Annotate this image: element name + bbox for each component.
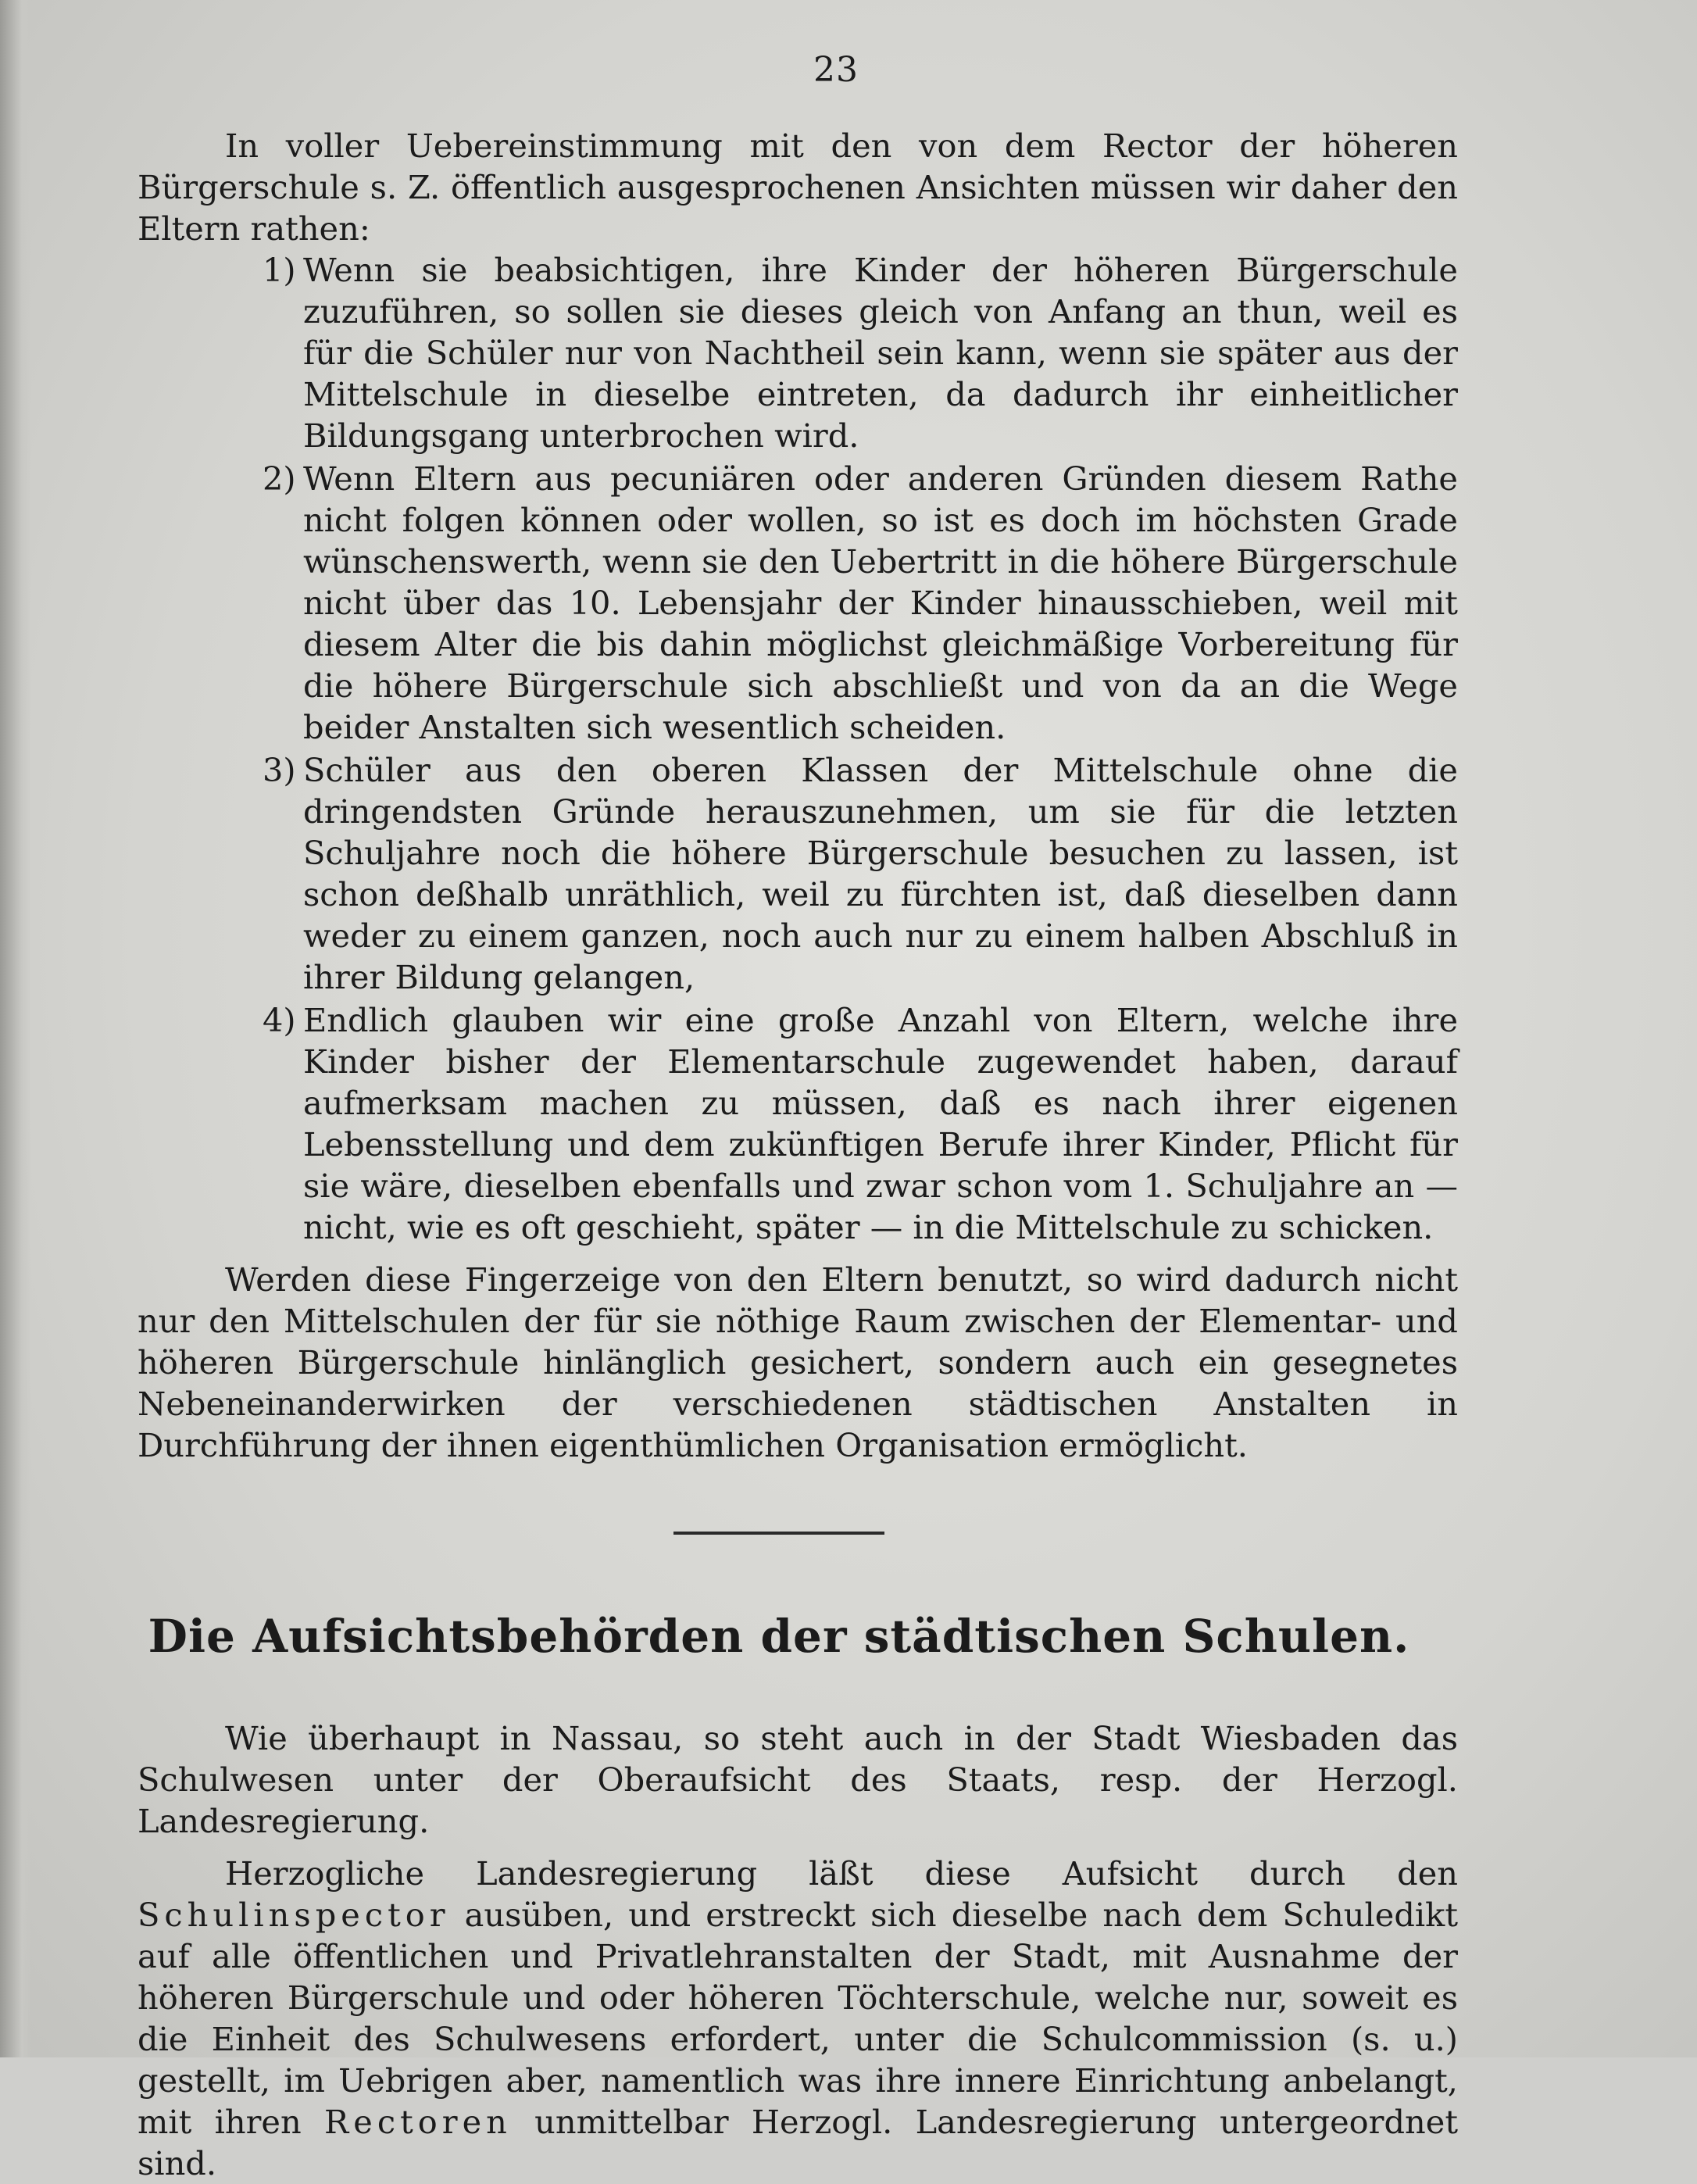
list-item-text: Wenn Eltern aus pecuniären oder anderen Gründen diesem Rathe nicht folgen können oder wollen, so ist es doch im höchsten Grade wünschenswerth, wenn sie den Uebertritt in die höhere Bürgerschule nicht über das 10. Lebensjahr der Kinder hinausschieben, weil mit diesem Alter die bis dahin möglichst gleichmäßige Vorbereitung für die höhere Bürgerschule sich abschließt und von da an die Wege beider Anstalten sich wesentlich scheiden. <box>303 459 1458 746</box>
section-paragraph-2-part-1: Herzogliche Landesregierung läßt diese Aufsicht durch den <box>225 1854 1458 1893</box>
page-shadow-edge <box>0 0 31 2057</box>
list-item-number: 4) <box>263 1001 296 1039</box>
section-heading: Die Aufsichtsbehörden der städtischen Schulen. <box>148 1610 1410 1663</box>
list-item-text: Schüler aus den oberen Klassen der Mittelschule ohne die dringendsten Gründe herauszunehmen, um sie für die letzten Schuljahre noch die höhere Bürgerschule besuchen zu lassen, ist schon deßhalb unräthlich, weil zu fürchten ist, daß dieselben dann weder zu einem ganzen, noch auch nur zu einem halben Abschluß in ihrer Bildung gelangen, <box>303 751 1458 996</box>
recommendation-list <box>138 249 1458 1248</box>
section-divider <box>673 1532 884 1535</box>
list-item-number: 3) <box>263 751 296 789</box>
list-item-number: 1) <box>263 251 296 289</box>
section-paragraph-1: Wie überhaupt in Nassau, so steht auch in der Stadt Wiesbaden das Schulwesen unter der Oberaufsicht des Staats, resp. der Herzogl. Landesregierung. <box>138 1719 1458 1840</box>
intro-paragraph: In voller Uebereinstimmung mit den von dem Rector der höheren Bürgerschule s. Z. öffentlich ausgesprochenen Ansichten müssen wir daher den Eltern rathen: <box>138 127 1458 248</box>
section-body <box>138 1718 1458 2184</box>
list-item-text: Wenn sie beabsichtigen, ihre Kinder der höheren Bürgerschule zuzuführen, so sollen sie dieses gleich von Anfang an thun, weil es für die Schüler nur von Nachtheil sein kann, wenn sie später aus der Mittelschule in dieselbe eintreten, da dadurch ihr einheitlicher Bildungsgang unterbrochen wird. <box>303 251 1458 455</box>
list-item-3 <box>138 749 1458 998</box>
page-number: 23 <box>813 50 859 90</box>
closing-paragraph: Werden diese Fingerzeige von den Eltern benutzt, so wird dadurch nicht nur den Mittelschulen der für sie nöthige Raum zwischen der Elementar- und höheren Bürgerschule hinlänglich gesichert, sondern auch ein gesegnetes Nebeneinanderwirken der verschiedenen städtischen Anstalten in Durchführung der ihnen eigenthümlichen Organisation ermöglicht. <box>138 1260 1458 1464</box>
list-item-4 <box>138 999 1458 1248</box>
list-item-number: 2) <box>263 459 296 498</box>
emphasis-rectoren: Rectoren <box>324 2103 512 2141</box>
list-item-1 <box>138 249 1458 456</box>
page-content <box>138 125 1458 2184</box>
section-paragraph-2-part-3: unmittelbar Herzogl. Landesregierung untergeordnet sind. <box>138 2103 1459 2182</box>
list-item-2 <box>138 458 1458 748</box>
section-paragraph-2 <box>138 1853 1458 2184</box>
section-paragraph-2-part-2: ausüben, und erstreckt sich dieselbe nach dem Schuledikt auf alle öffentlichen und Privatlehranstalten der Stadt, mit Ausnahme der höheren Bürgerschule und oder höheren Töchterschule, welche nur, soweit es die Einheit des Schulwesens erfordert, unter die Schulcommission (s. u.) gestellt, im Uebrigen aber, namentlich was ihre innere Einrichtung anbelangt, mit ihren <box>138 1896 1458 2141</box>
list-item-text: Endlich glauben wir eine große Anzahl von Eltern, welche ihre Kinder bisher der Elementarschule zugewendet haben, darauf aufmerksam machen zu müssen, daß es nach ihrer eigenen Lebensstellung und dem zukünftigen Berufe ihrer Kinder, Pflicht für sie wäre, dieselben ebenfalls und zwar schon vom 1. Schuljahre an — nicht, wie es oft geschieht, später — in die Mittelschule zu schicken. <box>303 1001 1458 1246</box>
emphasis-schulinspector: Schulinspector <box>138 1896 450 1934</box>
